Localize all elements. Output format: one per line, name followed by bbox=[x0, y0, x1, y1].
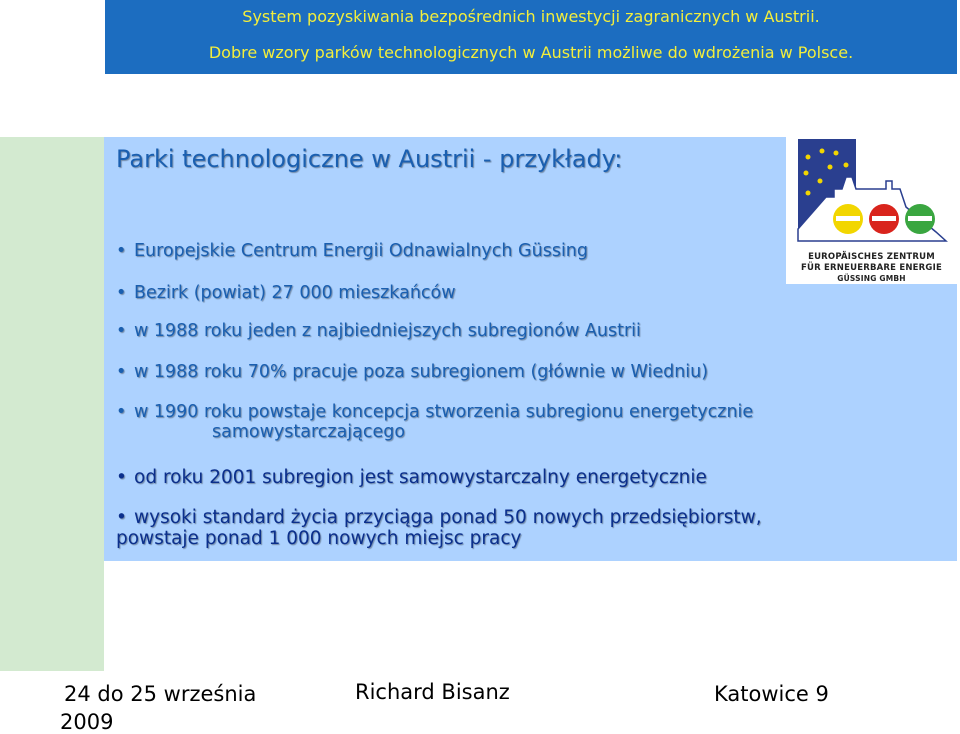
bullet-dot-icon: • bbox=[116, 362, 127, 382]
bullet-item: • w 1990 roku powstaje koncepcja stworzenia subregionu energetycznie samowystarczającego bbox=[116, 402, 754, 442]
bullet-dot-icon: • bbox=[116, 507, 127, 528]
bullet-dot-icon: • bbox=[116, 467, 127, 488]
footer-year: 2009 bbox=[60, 710, 114, 734]
slide-title: Parki technologiczne w Austrii - przykłady: bbox=[116, 145, 623, 173]
side-strip bbox=[0, 137, 104, 671]
bullet-item: • wysoki standard życia przyciąga ponad 50 nowych przedsiębiorstw, powstaje ponad 1 000 nowych miejsc pracy bbox=[116, 507, 762, 549]
bullet-dot-icon: • bbox=[116, 402, 127, 422]
header-line-2: Dobre wzory parków technologicznych w Austrii możliwe do wdrożenia w Polsce. bbox=[208, 43, 854, 62]
logo-text-2: FÜR ERNEUERBARE ENERGIE bbox=[801, 263, 942, 273]
bullet-continuation: powstaje ponad 1 000 nowych miejsc pracy bbox=[116, 528, 522, 549]
bullet-dot-icon: • bbox=[116, 321, 127, 341]
logo-text-1: EUROPÄISCHES ZENTRUM bbox=[808, 252, 935, 262]
bullet-item: • od roku 2001 subregion jest samowystarczalny energetycznie bbox=[116, 467, 707, 488]
bullet-item: • Europejskie Centrum Energii Odnawialnych Güssing bbox=[116, 241, 589, 261]
bullet-item: • w 1988 roku jeden z najbiedniejszych subregionów Austrii bbox=[116, 321, 641, 341]
bullet-dot-icon: • bbox=[116, 241, 127, 261]
footer-place-page: Katowice 9 bbox=[714, 682, 829, 706]
header-bar bbox=[105, 0, 957, 74]
bullet-dot-icon: • bbox=[116, 283, 127, 303]
header-line-1: System pozyskiwania bezpośrednich inwestycji zagranicznych w Austrii. bbox=[242, 7, 820, 26]
logo-text-3: GÜSSING GMBH bbox=[837, 274, 906, 283]
bullet-item: • w 1988 roku 70% pracuje poza subregionem (głównie w Wiedniu) bbox=[116, 362, 709, 382]
company-logo bbox=[786, 137, 957, 284]
footer-date: 24 do 25 września bbox=[64, 682, 257, 706]
footer-author: Richard Bisanz bbox=[355, 680, 510, 704]
bullet-continuation: samowystarczającego bbox=[212, 422, 406, 442]
bullet-item: • Bezirk (powiat) 27 000 mieszkańców bbox=[116, 283, 456, 303]
